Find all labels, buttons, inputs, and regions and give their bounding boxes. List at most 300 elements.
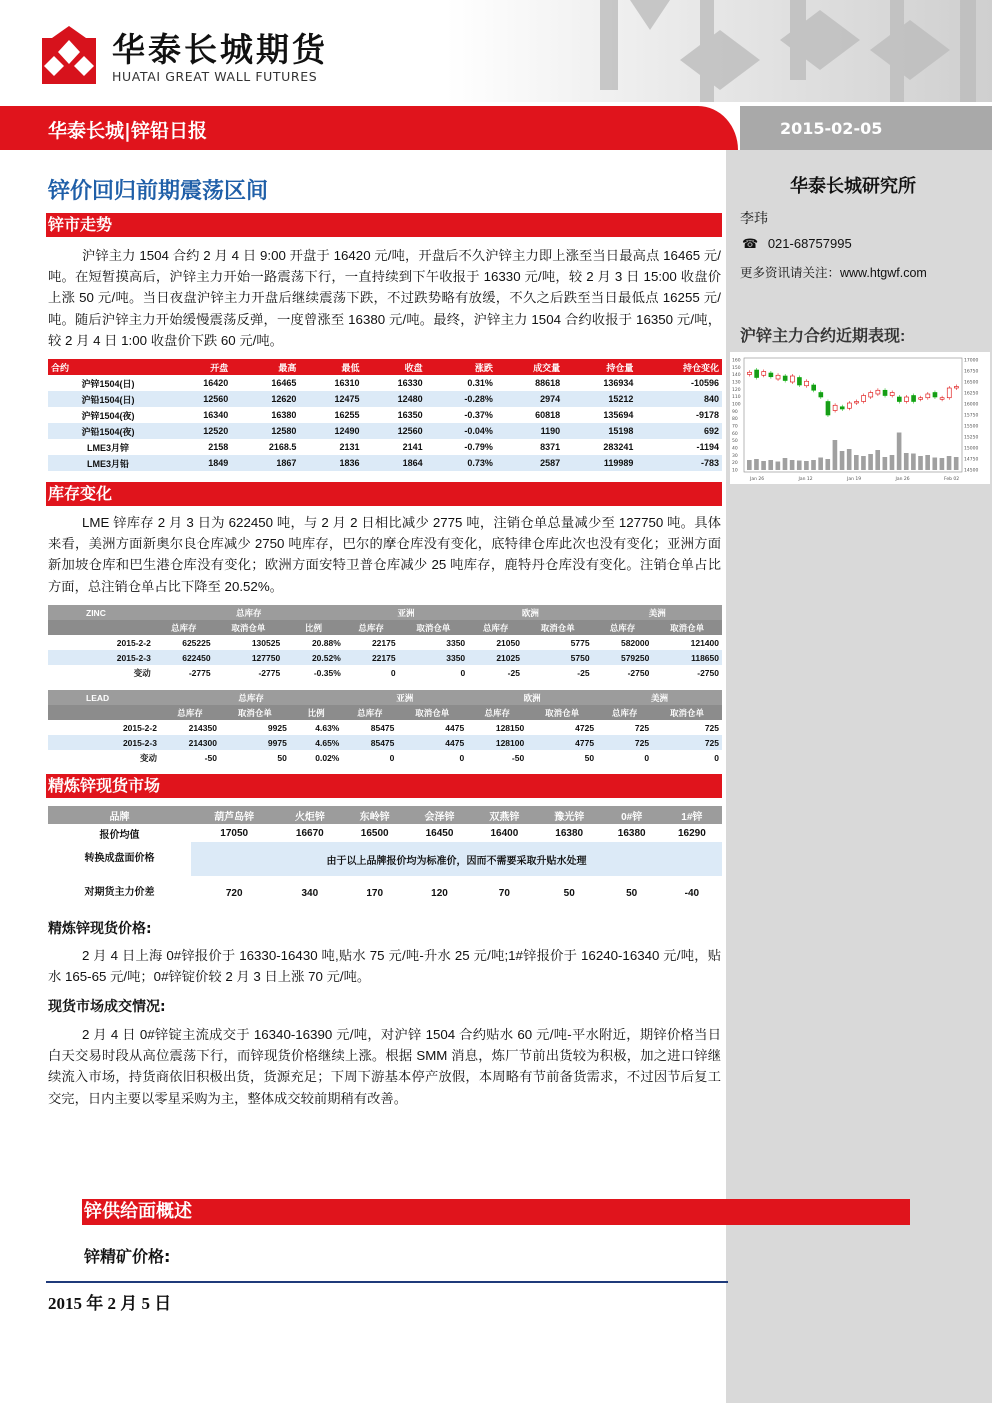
x-tick: Jan 26 [750, 477, 765, 482]
futures-header-cell: 开盘 [168, 359, 231, 375]
spot-trade-heading: 现货市场成交情况: [48, 999, 166, 1015]
y-left-tick: 150 [732, 365, 741, 371]
futures-cell: 0.73% [426, 455, 496, 471]
futures-header-cell: 最低 [299, 359, 362, 375]
candle-body [769, 373, 773, 377]
inventory-cell: 50 [584, 752, 595, 763]
candle-body [840, 407, 844, 409]
convert-label: 转换成盘面价格 [84, 853, 155, 864]
futures-cell: 1836 [299, 455, 362, 471]
inventory-cell: -50 [204, 752, 217, 763]
volume-bar [861, 456, 866, 470]
inventory-cell: 21050 [496, 637, 520, 648]
institute-name: 华泰长城研究所 [790, 176, 916, 196]
y-left-tick: 30 [732, 453, 738, 459]
inventory-cell: 128100 [467, 735, 527, 750]
futures-header-cell: 持仓量 [563, 359, 636, 375]
futures-cell: 119989 [563, 455, 636, 471]
candle-body [933, 393, 937, 398]
inventory-cell: 2015-2-2 [122, 722, 157, 733]
section-spot-title: 精炼锌现货市场 [46, 774, 722, 798]
futures-cell: 16350 [397, 410, 423, 420]
volume-bar [911, 454, 916, 471]
inventory-cell: -50 [511, 752, 525, 763]
candle-body [890, 393, 894, 396]
y-right-tick: 16250 [964, 391, 979, 397]
inventory-row [48, 635, 722, 650]
volume-bar [947, 456, 952, 470]
candle-body [876, 390, 880, 394]
spread-cell: 50 [626, 887, 638, 899]
inventory-subheader: 取消仓单 [397, 705, 467, 720]
volume-bar [825, 459, 830, 470]
volume-bar [761, 461, 766, 470]
footer-date: 2015 年 2 月 5 日 [48, 1294, 172, 1313]
volume-bar [840, 451, 845, 470]
y-left-tick: 140 [732, 373, 741, 379]
inventory-metal: ZINC [48, 605, 154, 620]
inventory-cell: 214350 [188, 722, 217, 733]
futures-cell: 2587 [496, 455, 563, 471]
candle-body [755, 370, 759, 378]
inventory-cell: -2750 [627, 667, 650, 678]
volume-bar [954, 457, 959, 470]
inventory-cell: 0 [460, 667, 466, 678]
spot-header-cell: 火炬锌 [277, 806, 342, 824]
futures-header-cell: 合约 [48, 359, 168, 375]
inventory-cell: 20.88% [311, 637, 341, 648]
futures-cell: -10596 [690, 378, 719, 388]
inventory-subheader: 总库存 [593, 620, 653, 635]
y-left-tick: 120 [732, 387, 741, 393]
inventory-cell: 725 [634, 722, 650, 733]
inventory-group: 欧洲 [468, 605, 592, 620]
spot-header-cell: 0#锌 [602, 806, 662, 824]
y-right-tick: 16500 [964, 380, 979, 386]
phone-number: 021-68757995 [767, 236, 852, 251]
futures-cell: 1864 [363, 455, 426, 471]
inventory-cell: 2015-2-3 [48, 735, 160, 750]
candle-body [869, 393, 873, 398]
price-label: 报价均值 [99, 829, 140, 841]
inventory-cell: 22175 [371, 637, 396, 648]
inventory-cell: 128150 [495, 722, 525, 733]
x-tick: Jan 12 [798, 477, 813, 482]
inventory-cell: 85475 [370, 722, 395, 733]
volume-bar [883, 457, 888, 470]
futures-cell: 15212 [563, 391, 636, 407]
spot-price-table [48, 806, 722, 910]
futures-cell: 283241 [603, 442, 634, 452]
inventory-cell: 3350 [446, 637, 466, 648]
header-decoration [560, 0, 992, 102]
spread-cell: 70 [498, 887, 510, 899]
spot-price-heading: 精炼锌现货价格: [48, 921, 152, 937]
futures-cell: 12475 [299, 391, 362, 407]
y-left-tick: 110 [732, 395, 741, 401]
inventory-row [48, 720, 722, 735]
inventory-cell: 622450 [154, 650, 214, 665]
analyst-name: 李玮 [740, 210, 768, 226]
spot-header-cell: 品牌 [48, 806, 191, 824]
futures-cell: 1849 [168, 455, 231, 471]
spot-price-cell: 17050 [220, 827, 249, 839]
volume-bar [932, 458, 937, 471]
futures-row [48, 439, 722, 455]
inventory-cell: 变动 [133, 667, 151, 678]
inventory-cell: 214300 [160, 735, 220, 750]
futures-cell: -783 [636, 455, 722, 471]
inventory-cell: -0.35% [313, 667, 341, 678]
futures-cell: 沪铅1504(夜) [48, 423, 168, 439]
futures-row [48, 407, 722, 423]
spread-cell: 720 [225, 887, 243, 899]
futures-cell: 692 [636, 423, 722, 439]
y-right-tick: 15000 [964, 446, 979, 452]
price-chart [730, 352, 990, 484]
y-left-tick: 40 [732, 446, 738, 452]
futures-cell: 16255 [334, 410, 360, 420]
volume-bar [783, 458, 788, 470]
volume-bar [847, 449, 852, 470]
zinc-inventory-table [48, 605, 722, 680]
futures-cell: 12560 [168, 391, 231, 407]
inventory-cell: 5750 [523, 650, 593, 665]
spread-cell: 50 [563, 887, 575, 899]
inventory-cell: -2750 [697, 667, 719, 678]
spot-header-cell: 1#锌 [662, 806, 722, 824]
market-paragraph: 沪锌主力 1504 合约 2 月 4 日 9:00 开盘于 16420 元/吨，开盘后不久沪锌主力即上涨至当日最高点 16465 元/吨。在短暂摸高后，沪锌主力开始一路震荡下行，一直持续到下午收报于 16330 元/吨，较 2 月 3 日 15:00 收盘价上涨 50 元/吨。当日夜盘沪锌主力开盘后继续震荡下跌，不过跌势略有放缓，不久之后跌至当日最低点 16255 元/吨。随后沪锌主力开始缓慢震荡反弹，一度曾涨至 16380 元/吨。最终，沪锌主力 1504 合约收报于 16350 元/吨，较 2 月 4 日 1:00 收盘价下跌 60 元/吨。 [48, 248, 721, 348]
candle-body [883, 390, 887, 395]
candle-body [783, 376, 787, 381]
inventory-subheader: 取消仓单 [399, 620, 469, 635]
futures-header-cell: 持仓变化 [636, 359, 722, 375]
inventory-cell: 变动 [139, 752, 157, 763]
spread-cell: 170 [366, 887, 384, 899]
futures-cell: LME3月铅 [48, 455, 168, 471]
inventory-cell: 2015-2-3 [48, 650, 154, 665]
inventory-cell: 2015-2-2 [116, 637, 151, 648]
spot-price-cell: 16450 [425, 827, 454, 839]
inventory-cell: 130525 [251, 637, 281, 648]
volume-bar [868, 454, 873, 470]
futures-table [48, 359, 722, 471]
futures-cell: 16340 [203, 410, 229, 420]
inventory-cell: 4475 [445, 722, 465, 733]
futures-cell: 12580 [231, 423, 299, 439]
spread-cell: -40 [684, 887, 700, 899]
candle-body [833, 405, 837, 410]
futures-cell: 2168.5 [268, 442, 297, 452]
inventory-subheader: 总库存 [344, 620, 399, 635]
inventory-cell: 4475 [397, 735, 467, 750]
footer-divider [46, 1281, 728, 1283]
candle-body [954, 387, 958, 389]
inventory-subheader: 总库存 [342, 705, 397, 720]
candle-body [940, 398, 944, 400]
candle-body [855, 402, 859, 404]
futures-cell: 沪锌1504(夜) [81, 410, 135, 421]
inventory-cell: 9925 [267, 722, 287, 733]
spot-price-cell: 16670 [295, 827, 324, 839]
supply-subheading: 锌精矿价格: [84, 1247, 171, 1266]
inventory-paragraph: LME 锌库存 2 月 3 日为 622450 吨，与 2 月 2 日相比减少 2775 吨，注销仓单总量减少至 127750 吨。具体来看，美洲方面新奥尔良仓库减少 2750 吨库存，巴尔的摩仓库没有变化，底特律仓库此次也没有变化；亚洲方面新加坡仓库和巴生港仓库没有变化；欧洲方面安特卫普仓库减少 25 吨库存，鹿特丹仓库没有变化。注销仓单占比方面，总注销仓单占比下降至 20.52%。 [48, 515, 721, 594]
inventory-cell: 50 [277, 752, 287, 763]
candle-body [797, 378, 801, 386]
spot-price-cell: 16380 [617, 827, 646, 839]
futures-cell: 2131 [339, 442, 360, 452]
futures-cell: 12560 [363, 423, 426, 439]
y-left-tick: 90 [732, 409, 738, 415]
inventory-group: 亚洲 [342, 690, 467, 705]
inventory-cell: 121400 [690, 637, 719, 648]
volume-bar [790, 460, 795, 470]
inventory-cell: 4725 [575, 722, 595, 733]
inventory-subheader: 取消仓单 [652, 705, 722, 720]
y-right-tick: 16000 [964, 402, 979, 408]
futures-cell: 1190 [496, 423, 563, 439]
futures-cell: 12520 [168, 423, 231, 439]
candle-body [912, 396, 916, 402]
y-left-tick: 160 [732, 358, 741, 364]
spot-price-paragraph: 2 月 4 日上海 0#锌报价于 16330-16430 吨,贴水 75 元/吨-升水 25 元/吨;1#锌报价于 16240-16340 元/吨，贴水 165-65 元/吨；0#锌锭价较 2 月 3 日上涨 70 元/吨。 [48, 948, 721, 985]
inventory-subheader: 取消仓单 [652, 620, 722, 635]
inventory-cell: -25 [507, 667, 520, 678]
candle-body [762, 372, 766, 376]
volume-bar [818, 458, 823, 471]
inventory-cell: 3350 [399, 650, 469, 665]
futures-header-cell: 最高 [231, 359, 299, 375]
report-date: 2015-02-05 [780, 119, 883, 138]
inventory-cell: 20.52% [283, 650, 344, 665]
volume-bar [804, 461, 809, 470]
inventory-group: 总库存 [154, 605, 344, 620]
brand-name-en: HUATAI GREAT WALL FUTURES [112, 69, 318, 84]
y-left-tick: 100 [732, 402, 741, 408]
section-market-title: 锌市走势 [46, 213, 722, 237]
futures-cell: 12620 [231, 391, 299, 407]
volume-bar [875, 450, 880, 470]
inventory-cell: 127750 [214, 650, 284, 665]
futures-cell: 15198 [563, 423, 636, 439]
inventory-subheader: 取消仓单 [220, 705, 290, 720]
spread-cell: 340 [301, 887, 319, 899]
volume-bar [925, 455, 930, 470]
y-left-tick: 50 [732, 439, 738, 445]
more-info[interactable]: 更多资讯请关注：www.htgwf.com [740, 266, 927, 280]
inventory-subheader: 比例 [290, 705, 343, 720]
section-supply-title: 锌供给面概述 [82, 1199, 910, 1225]
volume-bar [768, 460, 773, 470]
candle-body [947, 388, 951, 398]
futures-cell: 沪铅1504(日) [48, 391, 168, 407]
futures-cell: 16380 [271, 410, 297, 420]
spot-header-cell: 东岭锌 [342, 806, 407, 824]
inventory-cell: 625225 [182, 637, 211, 648]
inventory-subheader: 总库存 [467, 705, 527, 720]
futures-cell: 16330 [397, 378, 423, 388]
lead-inventory-table [48, 690, 722, 765]
inventory-cell: 118650 [652, 650, 722, 665]
inventory-row [48, 650, 722, 665]
section-inventory-title: 库存变化 [46, 482, 722, 506]
volume-bar [776, 462, 781, 471]
inventory-group: 欧洲 [467, 690, 597, 705]
inventory-cell: 725 [597, 735, 652, 750]
futures-cell: 2158 [208, 442, 229, 452]
inventory-subheader: 总库存 [154, 620, 214, 635]
inventory-subheader: 总库存 [597, 705, 652, 720]
inventory-cell: 579250 [593, 650, 653, 665]
futures-cell: 135694 [603, 410, 634, 420]
futures-cell: 16310 [334, 378, 360, 388]
huatai-logo-icon [42, 26, 96, 84]
y-left-tick: 130 [732, 380, 741, 386]
inventory-subheader: 比例 [283, 620, 344, 635]
futures-cell: 0.31% [467, 378, 493, 388]
volume-bar [854, 455, 859, 470]
inventory-group: 总库存 [160, 690, 342, 705]
futures-cell: LME3月锌 [87, 442, 130, 453]
futures-cell: 2974 [496, 391, 563, 407]
futures-cell: -0.37% [464, 410, 493, 420]
spot-price-cell: 16500 [360, 827, 389, 839]
volume-bar [797, 461, 802, 471]
futures-cell: 16465 [271, 378, 297, 388]
candle-body [897, 397, 901, 402]
futures-cell: -9178 [695, 410, 719, 420]
volume-bar [897, 433, 902, 471]
futures-row [48, 423, 722, 439]
inventory-cell: 5775 [570, 637, 590, 648]
y-right-tick: 15250 [964, 435, 979, 441]
inventory-cell: 0 [390, 667, 396, 678]
inventory-cell: -2775 [258, 667, 281, 678]
spot-price-cell: 16380 [555, 827, 584, 839]
phone-row [742, 236, 852, 252]
x-tick: Jan 26 [895, 477, 910, 482]
headline: 锌价回归前期震荡区间 [48, 179, 269, 204]
inventory-cell: 4775 [527, 735, 597, 750]
convert-note: 由于以上品牌报价均为标准价，因而不需要采取升贴水处理 [191, 842, 722, 876]
futures-cell: 16420 [203, 378, 229, 388]
inventory-cell: 4.63% [315, 722, 340, 733]
y-left-tick: 80 [732, 417, 738, 423]
futures-cell: 8371 [540, 442, 561, 452]
y-left-tick: 20 [732, 461, 738, 467]
candle-body [748, 372, 752, 374]
inventory-row [48, 665, 722, 680]
futures-cell: 2141 [402, 442, 423, 452]
futures-row [48, 455, 722, 471]
inventory-cell: 22175 [344, 650, 399, 665]
futures-cell: 60818 [535, 410, 561, 420]
inventory-subheader: 取消仓单 [214, 620, 284, 635]
futures-row [48, 391, 722, 407]
candle-body [847, 403, 851, 408]
y-right-tick: 14500 [964, 468, 979, 474]
candle-body [776, 375, 780, 379]
y-right-tick: 16750 [964, 369, 979, 375]
inventory-row [48, 750, 722, 765]
inventory-group: 亚洲 [344, 605, 468, 620]
futures-header-cell: 收盘 [363, 359, 426, 375]
spot-price-cell: 16400 [490, 827, 519, 839]
spread-label: 对期货主力价差 [84, 887, 155, 898]
spot-price-cell: 16290 [677, 827, 706, 839]
candle-body [926, 394, 930, 398]
inventory-row [48, 735, 722, 750]
inventory-metal: LEAD [48, 690, 160, 705]
candle-body [862, 396, 866, 402]
candle-body [904, 397, 908, 402]
inventory-cell: 0.02% [315, 752, 340, 763]
y-right-tick: 14750 [964, 457, 979, 463]
y-right-tick: 17000 [964, 358, 979, 364]
report-title: 华泰长城|锌铅日报 [48, 120, 207, 142]
volume-bar [754, 459, 759, 470]
inventory-subheader: 取消仓单 [523, 620, 593, 635]
inventory-cell: 582000 [620, 637, 650, 648]
candle-body [790, 376, 794, 382]
inventory-cell: -25 [577, 667, 590, 678]
futures-cell: 1867 [231, 455, 299, 471]
y-left-tick: 10 [732, 468, 738, 474]
volume-bar [811, 460, 816, 470]
inventory-subheader: 总库存 [160, 705, 220, 720]
spot-header-cell: 葫芦岛锌 [191, 806, 277, 824]
volume-bar [747, 460, 752, 470]
futures-cell: 88618 [535, 378, 561, 388]
futures-header-cell: 成交量 [496, 359, 563, 375]
inventory-cell: 85475 [342, 735, 397, 750]
inventory-cell: 0 [389, 752, 395, 763]
futures-cell: 沪锌1504(日) [81, 378, 135, 389]
y-right-tick: 15500 [964, 424, 979, 430]
inventory-cell: 0 [644, 752, 650, 763]
spot-header-cell: 豫光锌 [537, 806, 602, 824]
futures-row [48, 375, 722, 391]
spread-cell: 120 [431, 887, 448, 899]
inventory-cell: 725 [652, 735, 722, 750]
inventory-cell: 4.65% [290, 735, 343, 750]
inventory-cell: 9975 [220, 735, 290, 750]
inventory-subheader: 取消仓单 [527, 705, 597, 720]
futures-cell: 12480 [363, 391, 426, 407]
futures-cell: 840 [636, 391, 722, 407]
inventory-group: 美洲 [597, 690, 722, 705]
candle-body [826, 402, 830, 416]
candle-body [812, 385, 816, 390]
inventory-subheader: 总库存 [468, 620, 523, 635]
futures-cell: 12490 [299, 423, 362, 439]
x-tick: Jan 19 [847, 477, 862, 482]
inventory-cell: 725 [704, 722, 719, 733]
chart-title: 沪锌主力合约近期表现: [740, 328, 906, 345]
inventory-group: 美洲 [593, 605, 722, 620]
inventory-cell: -2775 [188, 667, 211, 678]
inventory-cell: 21025 [468, 650, 523, 665]
futures-header-cell: 涨跌 [426, 359, 496, 375]
x-tick: Feb 02 [944, 477, 960, 482]
inventory-cell: 0 [459, 752, 465, 763]
inventory-cell: 0 [714, 752, 719, 763]
spot-header-cell: 双燕锌 [472, 806, 537, 824]
volume-bar [904, 453, 909, 470]
futures-cell: -0.04% [426, 423, 496, 439]
futures-cell: -0.79% [464, 442, 493, 452]
phone-icon: ☎ [742, 236, 759, 251]
